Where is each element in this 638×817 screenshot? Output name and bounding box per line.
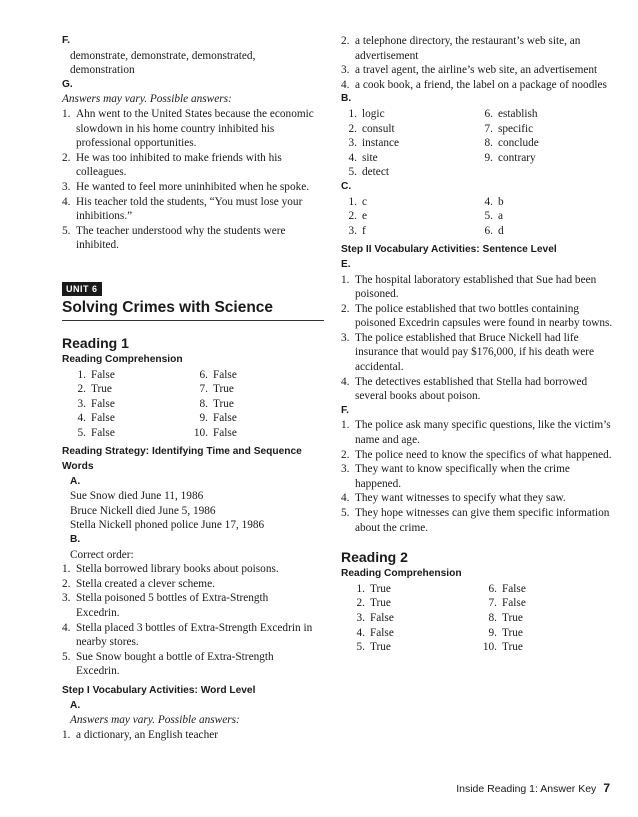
- item-text: False: [502, 582, 526, 595]
- f-answer: demonstrate, demonstrate, demonstrated, demonstration: [70, 49, 256, 77]
- grid-item: [70, 368, 192, 383]
- item-number: 9.: [488, 626, 497, 639]
- reading-strategy-heading: Reading Strategy: Identifying Time and Sequence Words: [62, 446, 302, 473]
- item-text: establish: [498, 107, 538, 120]
- grid-item: [477, 151, 613, 166]
- item-text: a telephone directory, the restaurant’s web site, an advertisement: [355, 35, 581, 62]
- item-text: He was too inhibited to make friends with his colleagues.: [76, 151, 282, 179]
- section-letter-b: B.: [70, 534, 81, 546]
- item-text: They want witnesses to specify what they saw.: [355, 492, 566, 505]
- item-number: 5.: [348, 166, 357, 179]
- item-number: 1.: [341, 273, 350, 286]
- right-column: [341, 34, 613, 655]
- page-number: 7: [603, 781, 610, 795]
- item-text: False: [502, 597, 526, 610]
- text-line: Sue Snow died June 11, 1986: [70, 490, 204, 503]
- item-number: 8.: [484, 137, 493, 150]
- grid-item: [341, 122, 477, 137]
- a-lines: [62, 489, 314, 533]
- e-list: [341, 273, 613, 404]
- item-number: 7.: [199, 383, 208, 396]
- item-text: False: [91, 368, 115, 381]
- list-item: [62, 180, 314, 195]
- item-number: 1.: [77, 368, 86, 381]
- item-text: e: [362, 210, 368, 223]
- list-item: [341, 375, 613, 404]
- item-text: True: [370, 597, 391, 610]
- section-letter-f-right: F.: [341, 404, 349, 416]
- grid-item: [341, 151, 477, 166]
- unit-title: Solving Crimes with Science: [62, 299, 324, 321]
- b-list: [62, 562, 314, 679]
- item-number: 3.: [341, 331, 350, 344]
- list-item: [62, 577, 314, 592]
- list-item: [62, 591, 314, 620]
- c-grid: [341, 195, 613, 239]
- grid-item: [192, 411, 314, 426]
- item-number: 4.: [341, 78, 350, 91]
- grid-item: [477, 107, 613, 122]
- item-text: The police established that Bruce Nickell had life insurance that would pay $176,000, if his death were accidental.: [355, 331, 595, 374]
- item-text: The teacher understood why the students were inhibited.: [76, 224, 286, 252]
- list-item: [341, 78, 613, 93]
- item-text: False: [213, 368, 237, 381]
- item-text: a travel agent, the airline’s web site, an advertisement: [355, 64, 598, 77]
- item-text: specific: [498, 122, 534, 135]
- item-number: 7.: [484, 122, 493, 135]
- item-number: 3.: [62, 592, 71, 605]
- grid-item: [70, 397, 192, 412]
- g-list: [62, 107, 314, 253]
- b-grid: [341, 107, 613, 180]
- list-item: [62, 621, 314, 650]
- item-text: True: [213, 397, 234, 410]
- item-number: 1.: [62, 107, 71, 120]
- item-number: 2.: [348, 122, 357, 135]
- grid-item: [192, 397, 314, 412]
- item-number: 3.: [341, 463, 350, 476]
- section-letter-a: A.: [70, 475, 81, 487]
- item-text: contrary: [498, 151, 536, 164]
- item-number: 3.: [356, 611, 365, 624]
- item-number: 1.: [341, 419, 350, 432]
- item-number: 5.: [341, 507, 350, 519]
- grid-item: [70, 382, 192, 397]
- item-number: 4.: [356, 626, 365, 639]
- section-letter-a2: A.: [70, 699, 81, 711]
- continued-list: [341, 34, 613, 92]
- grid-item: [477, 224, 613, 239]
- list-item: [341, 331, 613, 375]
- item-text: conclude: [498, 137, 539, 150]
- item-text: False: [370, 626, 394, 639]
- item-text: The police need to know the specifics of what happened.: [355, 448, 612, 461]
- item-text: Ahn went to the United States because the economic slowdown in his home country inhibited his professional opportunities.: [76, 107, 314, 150]
- item-number: 8.: [488, 611, 497, 624]
- step-1-heading: Step I Vocabulary Activities: Word Level: [62, 684, 256, 696]
- item-text: True: [502, 611, 523, 624]
- item-number: 2.: [356, 597, 365, 610]
- item-text: Stella created a clever scheme.: [76, 577, 215, 590]
- item-number: 1.: [348, 195, 357, 208]
- grid-item: [341, 107, 477, 122]
- item-number: 4.: [62, 195, 71, 208]
- grid-item: [349, 611, 481, 626]
- item-number: 2.: [348, 210, 357, 223]
- step-2-heading: Step II Vocabulary Activities: Sentence Level: [341, 244, 557, 256]
- item-text: Stella poisoned 5 bottles of Extra-Strength Excedrin.: [76, 592, 269, 619]
- list-item: [341, 448, 613, 463]
- item-number: 8.: [199, 397, 208, 410]
- text-line: Stella Nickell phoned police June 17, 1986: [70, 519, 265, 532]
- item-text: False: [91, 397, 115, 410]
- item-number: 6.: [488, 582, 497, 595]
- reading-1-heading: Reading 1: [62, 334, 129, 351]
- a2-list: [62, 728, 314, 743]
- item-number: 4.: [484, 195, 493, 208]
- list-item: [62, 562, 314, 577]
- grid-item: [481, 611, 613, 626]
- list-item: [341, 418, 613, 447]
- list-item: [62, 650, 314, 679]
- item-text: a: [498, 210, 504, 223]
- list-item: [62, 151, 314, 180]
- item-number: 6.: [484, 224, 493, 237]
- grid-item: [192, 382, 314, 397]
- list-item: [341, 462, 613, 491]
- item-text: True: [370, 582, 391, 595]
- footer-label: Inside Reading 1: Answer Key: [456, 783, 597, 795]
- grid-item: [349, 596, 481, 611]
- item-number: 3.: [341, 64, 350, 77]
- item-text: Stella placed 3 bottles of Extra-Strength Excedrin in nearby stores.: [76, 621, 313, 649]
- item-number: 2.: [341, 35, 350, 47]
- item-text: They hope witnesses can give them specific information about the crime.: [355, 507, 610, 534]
- list-item: [341, 34, 613, 63]
- item-text: His teacher told the students, “You must lose your inhibitions.”: [76, 195, 303, 223]
- item-text: b: [498, 195, 504, 208]
- section-letter-g: G.: [62, 78, 73, 90]
- item-number: 1.: [356, 582, 365, 595]
- list-item: [341, 491, 613, 506]
- rc-grid-2: [341, 582, 613, 655]
- item-text: The hospital laboratory established that Sue had been poisoned.: [355, 273, 597, 301]
- item-number: 2.: [341, 448, 350, 461]
- section-letter-f: F.: [62, 35, 70, 46]
- item-text: False: [370, 611, 394, 624]
- item-number: 10.: [193, 426, 208, 439]
- item-text: False: [91, 412, 115, 425]
- item-text: True: [502, 641, 523, 654]
- list-item: [341, 63, 613, 78]
- grid-item: [481, 596, 613, 611]
- item-text: False: [91, 426, 115, 439]
- item-number: 3.: [348, 224, 357, 237]
- item-text: False: [213, 412, 237, 425]
- item-number: 9.: [484, 151, 493, 164]
- grid-item: [477, 195, 613, 210]
- item-text: detect: [362, 166, 389, 179]
- grid-item: [349, 640, 481, 655]
- item-number: 3.: [348, 137, 357, 150]
- item-number: 5.: [62, 650, 71, 663]
- grid-item: [349, 582, 481, 597]
- item-number: 4.: [341, 375, 350, 388]
- grid-item: [341, 136, 477, 151]
- item-number: 4.: [62, 621, 71, 634]
- item-number: 2.: [62, 151, 71, 164]
- item-text: The police ask many specific questions, like the victim’s name and age.: [355, 419, 611, 447]
- item-number: 1.: [62, 563, 71, 576]
- item-number: 2.: [77, 383, 86, 396]
- unit-badge: UNIT 6: [62, 282, 102, 296]
- grid-item: [477, 165, 613, 180]
- grid-item: [481, 582, 613, 597]
- item-number: 2.: [341, 302, 350, 315]
- item-number: 10.: [482, 641, 497, 654]
- item-number: 4.: [348, 151, 357, 164]
- grid-item: [341, 165, 477, 180]
- list-item: [62, 195, 314, 224]
- item-number: 5.: [77, 426, 86, 439]
- grid-item: [192, 426, 314, 441]
- section-letter-b-right: B.: [341, 93, 352, 105]
- reading-2-heading: Reading 2: [341, 549, 408, 566]
- item-text: instance: [362, 137, 400, 150]
- reading-comprehension-heading: Reading Comprehension: [62, 353, 183, 365]
- grid-item: [477, 209, 613, 224]
- item-text: f: [362, 224, 366, 237]
- list-item: [62, 107, 314, 151]
- b-intro: Correct order:: [70, 548, 134, 561]
- section-letter-e: E.: [341, 258, 351, 270]
- item-text: c: [362, 195, 368, 208]
- item-text: The detectives established that Stella had borrowed several books about poison.: [355, 375, 588, 403]
- section-letter-c: C.: [341, 180, 352, 192]
- item-number: 1.: [348, 107, 357, 120]
- grid-item: [349, 626, 481, 641]
- item-text: The police established that two bottles containing poisoned Excedrin capsules were found in nearby towns.: [355, 302, 613, 330]
- g-note: Answers may vary. Possible answers:: [62, 93, 232, 106]
- item-number: 5.: [356, 641, 365, 654]
- item-number: 6.: [199, 368, 208, 381]
- item-text: True: [91, 383, 112, 396]
- item-text: True: [213, 383, 234, 396]
- item-number: 4.: [341, 492, 350, 505]
- item-number: 5.: [484, 210, 493, 223]
- item-number: 3.: [77, 397, 86, 410]
- item-number: [477, 165, 493, 180]
- item-number: 5.: [62, 224, 71, 237]
- list-item: [62, 728, 314, 743]
- list-item: [341, 506, 613, 535]
- list-item: [341, 302, 613, 331]
- grid-item: [70, 411, 192, 426]
- grid-item: [341, 224, 477, 239]
- grid-item: [192, 368, 314, 383]
- rc-grid: [62, 368, 314, 441]
- item-text: a cook book, a friend, the label on a package of noodles: [355, 78, 607, 91]
- item-number: 1.: [62, 728, 71, 741]
- grid-item: [70, 426, 192, 441]
- item-number: 4.: [77, 412, 86, 425]
- grid-item: [481, 640, 613, 655]
- item-number: 9.: [199, 412, 208, 425]
- item-text: They want to know specifically when the crime happened.: [355, 463, 570, 490]
- item-text: d: [498, 224, 504, 237]
- item-text: True: [370, 641, 391, 654]
- list-item: [341, 273, 613, 302]
- item-text: consult: [362, 122, 395, 135]
- item-text: Sue Snow bought a bottle of Extra-Strength Excedrin.: [76, 650, 274, 678]
- item-text: True: [502, 626, 523, 639]
- item-number: 7.: [488, 597, 497, 610]
- grid-item: [477, 122, 613, 137]
- item-text: a dictionary, an English teacher: [76, 728, 218, 741]
- f-list: [341, 418, 613, 535]
- grid-item: [477, 136, 613, 151]
- item-text: He wanted to feel more uninhibited when he spoke.: [76, 180, 310, 193]
- item-number: 3.: [62, 180, 71, 193]
- item-text: logic: [362, 107, 385, 120]
- page-footer: [420, 781, 610, 795]
- left-column: [62, 34, 314, 742]
- grid-item: [341, 209, 477, 224]
- list-item: [62, 224, 314, 253]
- item-number: 2.: [62, 577, 71, 590]
- item-text: Stella borrowed library books about poisons.: [76, 563, 279, 576]
- text-line: Bruce Nickell died June 5, 1986: [70, 504, 216, 517]
- item-text: False: [213, 426, 237, 439]
- grid-item: [481, 626, 613, 641]
- item-number: 6.: [484, 107, 493, 120]
- grid-item: [341, 195, 477, 210]
- item-text: site: [362, 151, 378, 164]
- reading-comprehension-heading-2: Reading Comprehension: [341, 568, 462, 580]
- a2-note: Answers may vary. Possible answers:: [70, 714, 240, 727]
